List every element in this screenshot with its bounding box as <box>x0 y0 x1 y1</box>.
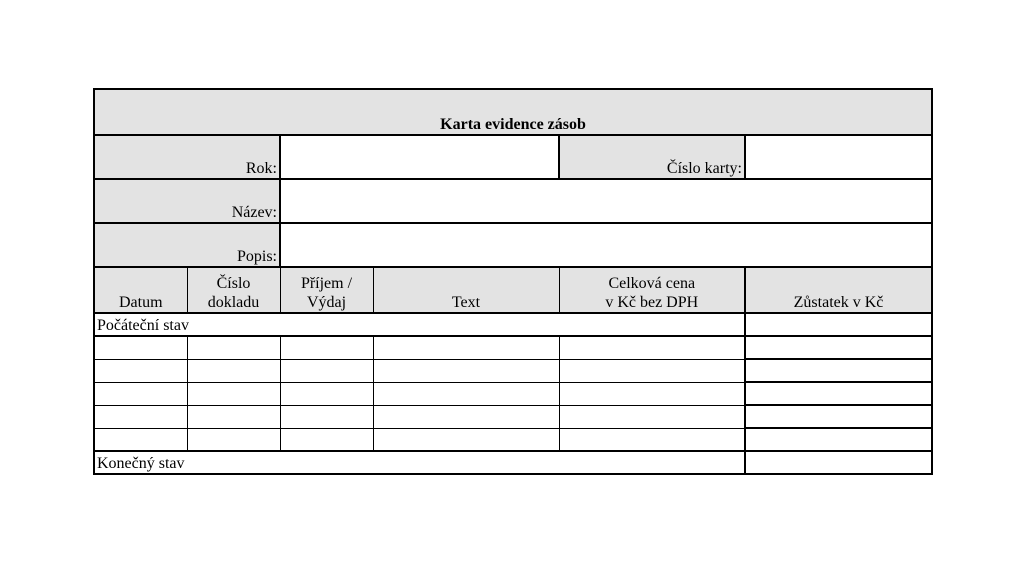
balance-cell[interactable] <box>745 382 932 405</box>
total-price-cell[interactable] <box>559 382 745 405</box>
table-row <box>94 405 932 428</box>
year-label: Rok: <box>94 135 280 179</box>
balance-cell[interactable] <box>745 428 932 451</box>
name-field[interactable] <box>280 179 932 223</box>
balance-cell[interactable] <box>745 359 932 382</box>
final-state-balance-cell[interactable] <box>745 451 932 474</box>
final-state-label: Konečný stav <box>94 451 745 474</box>
text-cell[interactable] <box>373 382 559 405</box>
balance-cell[interactable] <box>745 405 932 428</box>
income-expense-cell[interactable] <box>280 336 373 359</box>
column-header-income-expense: Příjem / Výdaj <box>280 267 373 313</box>
table-row <box>94 428 932 451</box>
total-price-cell[interactable] <box>559 428 745 451</box>
text-cell[interactable] <box>373 336 559 359</box>
income-expense-cell[interactable] <box>280 359 373 382</box>
year-field[interactable] <box>280 135 559 179</box>
text-cell[interactable] <box>373 405 559 428</box>
document-number-cell[interactable] <box>187 336 280 359</box>
income-expense-cell[interactable] <box>280 405 373 428</box>
document-number-cell[interactable] <box>187 405 280 428</box>
date-cell[interactable] <box>94 336 187 359</box>
total-price-cell[interactable] <box>559 405 745 428</box>
card-number-field[interactable] <box>745 135 932 179</box>
initial-state-label: Počáteční stav <box>94 313 745 336</box>
table-row <box>94 359 932 382</box>
document-number-cell[interactable] <box>187 428 280 451</box>
text-cell[interactable] <box>373 428 559 451</box>
initial-state-balance-cell[interactable] <box>745 313 932 336</box>
card-number-label: Číslo karty: <box>559 135 745 179</box>
document-number-cell[interactable] <box>187 382 280 405</box>
date-cell[interactable] <box>94 405 187 428</box>
description-field[interactable] <box>280 223 932 267</box>
document-number-cell[interactable] <box>187 359 280 382</box>
date-cell[interactable] <box>94 359 187 382</box>
date-cell[interactable] <box>94 382 187 405</box>
balance-cell[interactable] <box>745 336 932 359</box>
column-header-total-price: Celková cena v Kč bez DPH <box>559 267 745 313</box>
column-header-document-number: Číslo dokladu <box>187 267 280 313</box>
text-cell[interactable] <box>373 359 559 382</box>
table-row <box>94 336 932 359</box>
column-header-balance: Zůstatek v Kč <box>745 267 932 313</box>
income-expense-cell[interactable] <box>280 428 373 451</box>
inventory-card-form <box>93 88 933 475</box>
table-row <box>94 382 932 405</box>
date-cell[interactable] <box>94 428 187 451</box>
form-title: Karta evidence zásob <box>94 89 932 135</box>
column-header-date: Datum <box>94 267 187 313</box>
description-label: Popis: <box>94 223 280 267</box>
total-price-cell[interactable] <box>559 336 745 359</box>
income-expense-cell[interactable] <box>280 382 373 405</box>
total-price-cell[interactable] <box>559 359 745 382</box>
name-label: Název: <box>94 179 280 223</box>
column-header-text: Text <box>373 267 559 313</box>
